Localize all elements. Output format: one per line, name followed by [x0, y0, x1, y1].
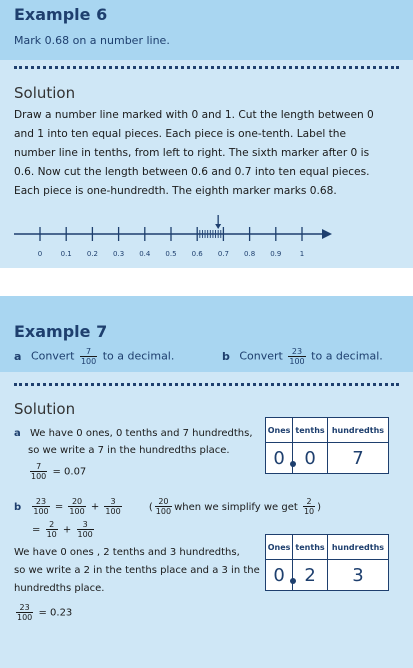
tick-label: 0.9	[270, 250, 282, 258]
divider	[14, 383, 399, 386]
solution-paragraph: Draw a number line marked with 0 and 1. Cut the length between 0 and 1 into ten equal pieces. Each piece is one-tenth. Label the number line in tenths, from left to right. The sixth marker after 0 is 0.6. Now cut the length between 0.6 and 0.7 into ten equal pieces. Each piece is one-hundredth. The eighth marker marks 0.68.	[14, 109, 374, 197]
fraction: $\frac{7}{100}$	[31, 462, 47, 481]
solution-a-text1: We have 0 ones, 0 tenths and 7 hundredths,	[29, 428, 253, 439]
value-ones: 0	[266, 560, 293, 591]
part-a-question	[14, 347, 174, 366]
part-b-label: b	[222, 349, 230, 363]
part-b-text: Convert	[239, 349, 283, 363]
tick-label: 0.6	[191, 250, 203, 258]
example-6-title: Example 6	[14, 5, 108, 24]
solution-heading: Solution	[14, 84, 76, 102]
tick-label: 0.1	[60, 250, 72, 258]
solution-a-label: a	[14, 428, 21, 439]
header-ones: Ones	[266, 535, 293, 560]
header-ones: Ones	[266, 418, 293, 443]
part-a-label: a	[14, 349, 22, 363]
divider	[14, 66, 399, 69]
example-6-question: Mark 0.68 on a number line.	[14, 34, 170, 47]
header-hundredths: hundredths	[327, 418, 388, 443]
place-value-table-b	[265, 534, 389, 591]
place-value-table-a	[265, 417, 389, 474]
numerator: 7	[80, 347, 97, 357]
value-tenths: 0	[293, 443, 328, 474]
tick-label: 0	[37, 250, 43, 258]
solution-a-line2: so we write a 7 in the hundredths place.	[28, 445, 230, 456]
solution-b-line2: so we write a 2 in the tenths place and a 3 in the	[14, 565, 260, 576]
tick-label: 0.2	[86, 250, 98, 258]
solution-heading: Solution	[14, 400, 76, 418]
numerator: 23	[288, 347, 305, 357]
example-7-title: Example 7	[14, 322, 108, 341]
solution-a-value: = 0.07	[52, 466, 87, 478]
marker-arrow-head	[215, 224, 221, 229]
solution-b-line3: hundredths place.	[14, 583, 105, 594]
value-hundredths: 7	[327, 443, 388, 474]
value-ones: 0	[266, 443, 293, 474]
part-a-tail: to a decimal.	[102, 349, 175, 363]
tick-label: 0.7	[217, 250, 229, 258]
fraction: $\frac{23}{100}$	[17, 603, 33, 622]
solution-b-result	[14, 603, 72, 623]
solution-b-value: = 0.23	[38, 607, 73, 619]
header-tenths: tenths	[293, 418, 328, 443]
number-line-arrowhead	[322, 229, 332, 239]
value-hundredths: 3	[327, 560, 388, 591]
part-a-text: Convert	[30, 349, 75, 363]
solution-b-equation2: = $\frac{2}{10}$ + $\frac{3}{100}$	[32, 520, 93, 539]
fraction	[80, 347, 97, 366]
solution-b-equation: b $\frac{23}{100}$ = $\frac{20}{100}$ + $\frac{3}{100}$ ( $\frac{20}{100}$ when we simplify we get $\frac{2}{10}$ )	[14, 497, 322, 516]
denominator: 100	[80, 357, 97, 366]
number-line	[0, 212, 413, 262]
tick-label: 0.8	[244, 250, 256, 258]
header-hundredths: hundredths	[327, 535, 388, 560]
solution-b-note: when we simplify we get	[174, 501, 298, 513]
solution-b-line1: We have 0 ones , 2 tenths and 3 hundredths,	[14, 547, 240, 558]
tick-label: 1	[299, 250, 305, 258]
tick-label: 0.5	[165, 250, 177, 258]
fraction	[288, 347, 305, 366]
solution-a-result	[28, 462, 86, 482]
header-tenths: tenths	[293, 535, 328, 560]
value-tenths: 2	[293, 560, 328, 591]
tick-label: 0.3	[113, 250, 125, 258]
part-b-question	[222, 347, 383, 366]
solution-b-label: b	[14, 501, 22, 513]
tick-label: 0.4	[139, 250, 151, 258]
denominator: 100	[289, 357, 305, 366]
part-b-tail: to a decimal.	[311, 349, 383, 363]
